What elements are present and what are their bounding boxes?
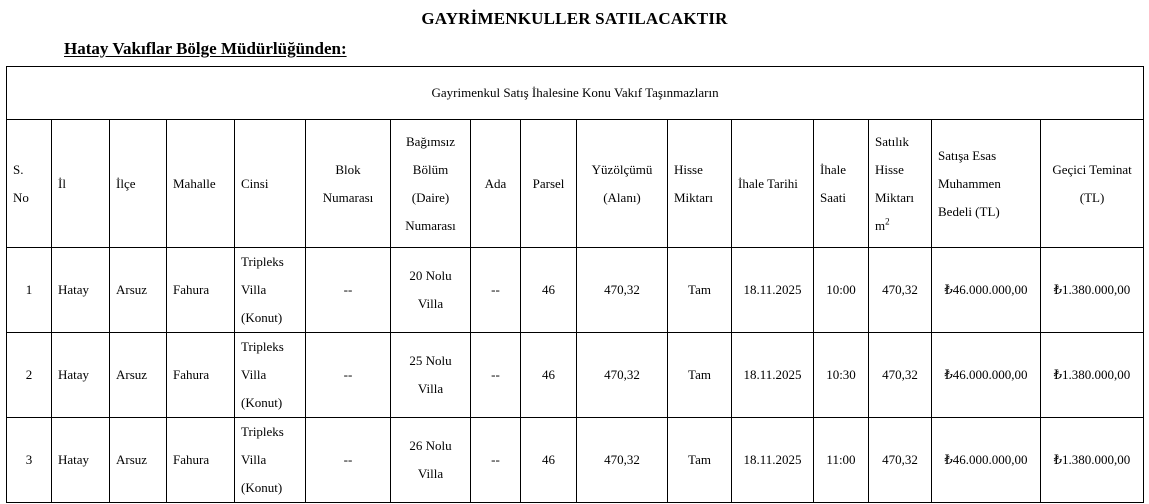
issuer-heading: Hatay Vakıflar Bölge Müdürlüğünden: bbox=[64, 39, 347, 58]
header-ihale-saati-line: Saati bbox=[820, 189, 846, 205]
cell-ada: -- bbox=[471, 333, 521, 418]
cell-ada: -- bbox=[471, 418, 521, 503]
cell-bagimsiz-line: Villa bbox=[417, 296, 444, 311]
cell-cinsi-line: Villa bbox=[241, 367, 267, 382]
cell-no: 1 bbox=[7, 248, 52, 333]
cell-ihale-saati: 11:00 bbox=[814, 418, 869, 503]
cell-il: Hatay bbox=[52, 333, 110, 418]
cell-cinsi-line: (Konut) bbox=[241, 310, 283, 325]
header-muhammen-line: Satışa Esas bbox=[938, 147, 997, 163]
header-yuzolcumu-line: Yüzölçümü bbox=[591, 161, 653, 177]
cell-mahalle: Fahura bbox=[167, 418, 235, 503]
cell-bagimsiz-line: 26 Nolu bbox=[409, 438, 452, 453]
header-hisse bbox=[668, 120, 732, 248]
cell-ilce: Arsuz bbox=[110, 333, 167, 418]
cell-bagimsiz-line: 25 Nolu bbox=[409, 353, 452, 368]
cell-teminat: ₺1.380.000,00 bbox=[1041, 248, 1144, 333]
table-row bbox=[7, 333, 1144, 418]
cell-yuzolcumu: 470,32 bbox=[577, 333, 668, 418]
header-ihale-saati-line: İhale bbox=[820, 161, 846, 177]
cell-mahalle: Fahura bbox=[167, 248, 235, 333]
cell-bagimsiz bbox=[391, 248, 471, 333]
cell-yuzolcumu: 470,32 bbox=[577, 248, 668, 333]
cell-satilik-hisse: 470,32 bbox=[869, 333, 932, 418]
header-bagimsiz-line: (Daire) bbox=[411, 189, 450, 205]
cell-cinsi-line: (Konut) bbox=[241, 480, 283, 495]
table-row bbox=[7, 248, 1144, 333]
cell-bagimsiz-line: Villa bbox=[417, 466, 444, 481]
header-no-line: No bbox=[13, 189, 29, 205]
header-teminat bbox=[1041, 120, 1144, 248]
header-blok-line: Blok bbox=[335, 161, 361, 177]
header-bagimsiz-line: Numarası bbox=[405, 217, 456, 233]
header-ihale-tarihi: İhale Tarihi bbox=[732, 120, 814, 248]
cell-ihale-tarihi: 18.11.2025 bbox=[732, 248, 814, 333]
cell-yuzolcumu: 470,32 bbox=[577, 418, 668, 503]
header-parsel: Parsel bbox=[521, 120, 577, 248]
property-table bbox=[6, 66, 1144, 503]
cell-ihale-tarihi: 18.11.2025 bbox=[732, 333, 814, 418]
cell-ada: -- bbox=[471, 248, 521, 333]
cell-no: 2 bbox=[7, 333, 52, 418]
header-teminat-line: (TL) bbox=[1079, 189, 1105, 205]
table-caption-row bbox=[7, 67, 1144, 120]
unit-m: m bbox=[875, 217, 886, 233]
cell-blok: -- bbox=[306, 248, 391, 333]
cell-cinsi-line: Tripleks bbox=[241, 424, 284, 439]
cell-satilik-hisse: 470,32 bbox=[869, 418, 932, 503]
table-row bbox=[7, 418, 1144, 503]
cell-hisse: Tam bbox=[668, 418, 732, 503]
header-mahalle: Mahalle bbox=[167, 120, 235, 248]
header-satilik-hisse-line: Satılık bbox=[875, 133, 909, 149]
header-cinsi: Cinsi bbox=[235, 120, 306, 248]
cell-hisse: Tam bbox=[668, 248, 732, 333]
cell-parsel: 46 bbox=[521, 418, 577, 503]
header-satilik-hisse-unit bbox=[875, 212, 925, 240]
cell-muhammen: ₺46.000.000,00 bbox=[932, 333, 1041, 418]
header-no bbox=[7, 120, 52, 248]
header-ilce: İlçe bbox=[110, 120, 167, 248]
header-hisse-line: Miktarı bbox=[674, 189, 713, 205]
cell-cinsi bbox=[235, 248, 306, 333]
cell-cinsi-line: Villa bbox=[241, 452, 267, 467]
cell-muhammen: ₺46.000.000,00 bbox=[932, 418, 1041, 503]
cell-cinsi-line: Tripleks bbox=[241, 339, 284, 354]
unit-square-exponent: 2 bbox=[885, 216, 890, 227]
table-header-row bbox=[7, 120, 1144, 248]
header-il: İl bbox=[52, 120, 110, 248]
cell-cinsi-line: Tripleks bbox=[241, 254, 284, 269]
cell-bagimsiz bbox=[391, 333, 471, 418]
cell-ihale-tarihi: 18.11.2025 bbox=[732, 418, 814, 503]
header-bagimsiz-line: Bölüm bbox=[412, 161, 449, 177]
cell-ihale-saati: 10:30 bbox=[814, 333, 869, 418]
document-title: GAYRİMENKULLER SATILACAKTIR bbox=[421, 9, 728, 28]
header-yuzolcumu bbox=[577, 120, 668, 248]
header-yuzolcumu-line: (Alanı) bbox=[603, 189, 641, 205]
cell-blok: -- bbox=[306, 418, 391, 503]
cell-cinsi-line: Villa bbox=[241, 282, 267, 297]
cell-il: Hatay bbox=[52, 418, 110, 503]
cell-il: Hatay bbox=[52, 248, 110, 333]
cell-hisse: Tam bbox=[668, 333, 732, 418]
cell-parsel: 46 bbox=[521, 248, 577, 333]
header-muhammen bbox=[932, 120, 1041, 248]
header-blok-line: Numarası bbox=[322, 189, 374, 205]
header-teminat-line: Geçici Teminat bbox=[1052, 161, 1132, 177]
header-blok bbox=[306, 120, 391, 248]
cell-blok: -- bbox=[306, 333, 391, 418]
cell-teminat: ₺1.380.000,00 bbox=[1041, 333, 1144, 418]
header-muhammen-line: Bedeli (TL) bbox=[938, 203, 1000, 219]
cell-bagimsiz-line: 20 Nolu bbox=[409, 268, 452, 283]
header-ihale-saati bbox=[814, 120, 869, 248]
cell-cinsi bbox=[235, 333, 306, 418]
header-bagimsiz-line: Bağımsız bbox=[405, 133, 456, 149]
cell-bagimsiz bbox=[391, 418, 471, 503]
header-satilik-hisse-line: Hisse bbox=[875, 161, 904, 177]
table-caption: Gayrimenkul Satış İhalesine Konu Vakıf Taşınmazların bbox=[7, 67, 1144, 120]
header-no-line: S. bbox=[13, 161, 24, 177]
header-ada: Ada bbox=[471, 120, 521, 248]
header-satilik-hisse bbox=[869, 120, 932, 248]
cell-cinsi bbox=[235, 418, 306, 503]
cell-cinsi-line: (Konut) bbox=[241, 395, 283, 410]
cell-parsel: 46 bbox=[521, 333, 577, 418]
cell-mahalle: Fahura bbox=[167, 333, 235, 418]
cell-teminat: ₺1.380.000,00 bbox=[1041, 418, 1144, 503]
cell-ilce: Arsuz bbox=[110, 418, 167, 503]
header-satilik-hisse-line: Miktarı bbox=[875, 189, 914, 205]
cell-muhammen: ₺46.000.000,00 bbox=[932, 248, 1041, 333]
cell-no: 3 bbox=[7, 418, 52, 503]
header-hisse-line: Hisse bbox=[674, 161, 703, 177]
cell-ilce: Arsuz bbox=[110, 248, 167, 333]
cell-bagimsiz-line: Villa bbox=[417, 381, 444, 396]
cell-satilik-hisse: 470,32 bbox=[869, 248, 932, 333]
header-muhammen-line: Muhammen bbox=[938, 175, 1001, 191]
header-bagimsiz bbox=[391, 120, 471, 248]
cell-ihale-saati: 10:00 bbox=[814, 248, 869, 333]
